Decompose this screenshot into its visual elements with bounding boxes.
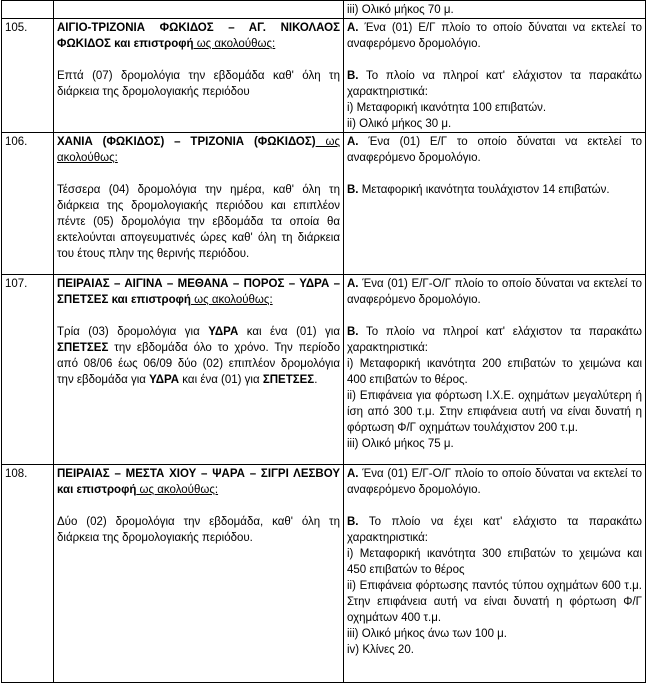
- vessel-requirements: [344, 19, 646, 133]
- requirement-item: iii) Ολικό μήκος άνω των 100 μ.: [347, 628, 507, 640]
- schedule-text: την εβδομάδα όλο το χρόνο. Την περίοδο από 08/06 έως 06/09 δύο (02) επιπλέον δρομολόγια την εβδομάδα για: [57, 342, 340, 386]
- requirement-label: Β.: [347, 184, 359, 196]
- route-name: ΠΕΙΡΑΙΑΣ – ΑΙΓΙΝΑ – ΜΕΘΑΝΑ – ΠΟΡΟΣ – ΥΔΡΑ – ΣΠΕΤΣΕΣ και επιστροφή: [57, 278, 340, 306]
- route-tail: ως ακολούθως:: [193, 38, 276, 50]
- route-number: [2, 1, 54, 19]
- requirement-text: Ένα (01) Ε/Γ-Ο/Γ πλοίο το οποίο δύναται να εκτελεί το αναφερόμενο δρομολόγιο.: [347, 468, 642, 496]
- requirement-label: Β.: [347, 70, 359, 82]
- destination-name: ΣΠΕΤΣΕΣ: [262, 374, 315, 386]
- requirement-label: Α.: [347, 278, 359, 290]
- route-name: ΠΕΙΡΑΙΑΣ – ΜΕΣΤΑ ΧΙΟΥ – ΨΑΡΑ – ΣΙΓΡΙ ΛΕΣΒΟΥ και επιστροφή: [57, 468, 340, 496]
- vessel-requirements: [344, 133, 646, 275]
- requirement-label: Α.: [347, 136, 359, 148]
- requirement-a: [347, 466, 642, 498]
- requirement-item: i) Μεταφορική ικανότητα 100 επιβατών.: [347, 102, 547, 114]
- route-description: [54, 19, 344, 133]
- table-row: [2, 133, 646, 275]
- requirement-item: ii) Επιφάνεια για φόρτωση Ι.Χ.Ε. οχημάτων μεγαλύτερη ή ίση από 300 τ.μ. Στην επιφάνεια αυτή να είναι δυνατή η φόρτωση Φ/Γ οχημάτων τουλάχιστον 200 τ.μ.: [347, 390, 642, 434]
- requirement-label: Α.: [347, 22, 359, 34]
- route-schedule: Τέσσερα (04) δρομολόγια την ημέρα, καθ' όλη τη διάρκεια της δρομολογιακής περιόδου και επιπλέον πέντε (05) δρομολόγια την εβδομάδα τα οποία θα εκτελούνται απογευματινές ώρες καθ' όλη τη διάρκεια του έτους πλην της θερινής περιόδου.: [57, 184, 340, 260]
- routes-table: [1, 0, 646, 683]
- requirement-label: Α.: [347, 468, 359, 480]
- route-schedule: Επτά (07) δρομολόγια την εβδομάδα καθ' όλη τη διάρκεια της δρομολογιακής περιόδου: [57, 70, 340, 98]
- requirement-text: Ένα (01) Ε/Γ-Ο/Γ πλοίο το οποίο δύναται να εκτελεί το αναφερόμενο δρομολόγιο.: [347, 278, 642, 306]
- route-description: [54, 275, 344, 465]
- requirement-b: [347, 68, 642, 100]
- vessel-requirements: [344, 275, 646, 465]
- requirement-text: Ένα (01) Ε/Γ πλοίο το οποίο δύναται να εκτελεί το αναφερόμενο δρομολόγιο.: [347, 22, 642, 50]
- requirement-item: iii) Ολικό μήκος 75 μ.: [347, 438, 454, 450]
- destination-name: ΣΠΕΤΣΕΣ: [57, 342, 109, 354]
- route-title: [57, 134, 340, 166]
- destination-name: ΥΔΡΑ: [149, 374, 180, 386]
- route-title: [57, 466, 340, 498]
- requirement-label: Β.: [347, 516, 359, 528]
- route-tail: ως ακολούθως:: [190, 294, 273, 306]
- requirement-text: Ένα (01) Ε/Γ το οποίο δύναται να εκτελεί το αναφερόμενο δρομολόγιο.: [347, 136, 642, 164]
- requirement-a: [347, 276, 642, 308]
- route-schedule: Δύο (02) δρομολόγια την εβδομάδα, καθ' όλη τη διάρκεια της δρομολογιακής περιόδου.: [57, 516, 340, 544]
- requirement-item: i) Μεταφορική ικανότητα 300 επιβατών το χειμώνα και 450 επιβατών το θέρος: [347, 548, 642, 576]
- requirement-item: i) Μεταφορική ικανότητα 200 επιβατών το χειμώνα και 400 επιβατών το θέρος.: [347, 358, 642, 386]
- requirement-item: ii) Ολικό μήκος 30 μ.: [347, 118, 452, 130]
- table-row: [2, 19, 646, 133]
- schedule-text: και ένα (01) για: [179, 374, 263, 386]
- requirement-b: [347, 514, 642, 546]
- route-name: ΧΑΝΙΑ (ΦΩΚΙΔΟΣ) – ΤΡΙΖΟΝΙΑ (ΦΩΚΙΔΟΣ): [57, 136, 316, 148]
- route-description: [54, 1, 344, 19]
- requirement-b: [347, 324, 642, 356]
- requirement-item: iii) Ολικό μήκος 70 μ.: [347, 4, 454, 16]
- route-tail: ως ακολούθως:: [136, 484, 219, 496]
- requirement-text: Το πλοίο να πληροί κατ' ελάχιστον τα παρακάτω χαρακτηριστικά:: [347, 70, 642, 98]
- route-title: [57, 20, 340, 52]
- requirement-a: [347, 20, 642, 52]
- requirement-item: ii) Επιφάνεια φόρτωσης παντός τύπου οχημάτων 600 τ.μ. Στην επιφάνεια αυτή να είναι δυνατή η φόρτωση Φ/Γ οχημάτων 400 τ.μ.: [347, 580, 642, 624]
- route-number: 108.: [2, 465, 54, 683]
- requirement-label: Β.: [347, 326, 359, 338]
- schedule-text: Τρία (03) δρομολόγια για: [57, 326, 209, 338]
- requirement-text: Το πλοίο να πληροί κατ' ελάχιστον τα παρακάτω χαρακτηριστικά:: [347, 326, 642, 354]
- route-name: ΑΙΓΙΟ-ΤΡΙΖΟΝΙΑ ΦΩΚΙΔΟΣ – ΑΓ. ΝΙΚΟΛΑΟΣ ΦΩΚΙΔΟΣ και επιστροφή: [57, 22, 340, 50]
- route-description: [54, 133, 344, 275]
- requirement-a: [347, 134, 642, 166]
- route-tail: ως ακολούθως:: [57, 136, 340, 164]
- destination-name: ΥΔΡΑ: [208, 326, 239, 338]
- requirement-item: iv) Κλίνες 20.: [347, 644, 414, 656]
- route-number: 106.: [2, 133, 54, 275]
- vessel-requirements: [344, 465, 646, 683]
- table-row: [2, 1, 646, 19]
- table-row: [2, 275, 646, 465]
- route-number: 105.: [2, 19, 54, 133]
- route-description: [54, 465, 344, 683]
- schedule-text: .: [314, 374, 318, 386]
- schedule-text: και ένα (01) για: [238, 326, 340, 338]
- requirement-text: Το πλοίο να έχει κατ' ελάχιστο τα παρακάτω χαρακτηριστικά:: [347, 516, 642, 544]
- requirement-text: Μεταφορική ικανότητα τουλάχιστον 14 επιβατών.: [358, 184, 610, 196]
- route-schedule: [57, 324, 340, 388]
- route-title: [57, 276, 340, 308]
- table-row: [2, 465, 646, 683]
- route-number: 107.: [2, 275, 54, 465]
- vessel-requirements: [344, 1, 646, 19]
- requirement-b: [347, 182, 642, 198]
